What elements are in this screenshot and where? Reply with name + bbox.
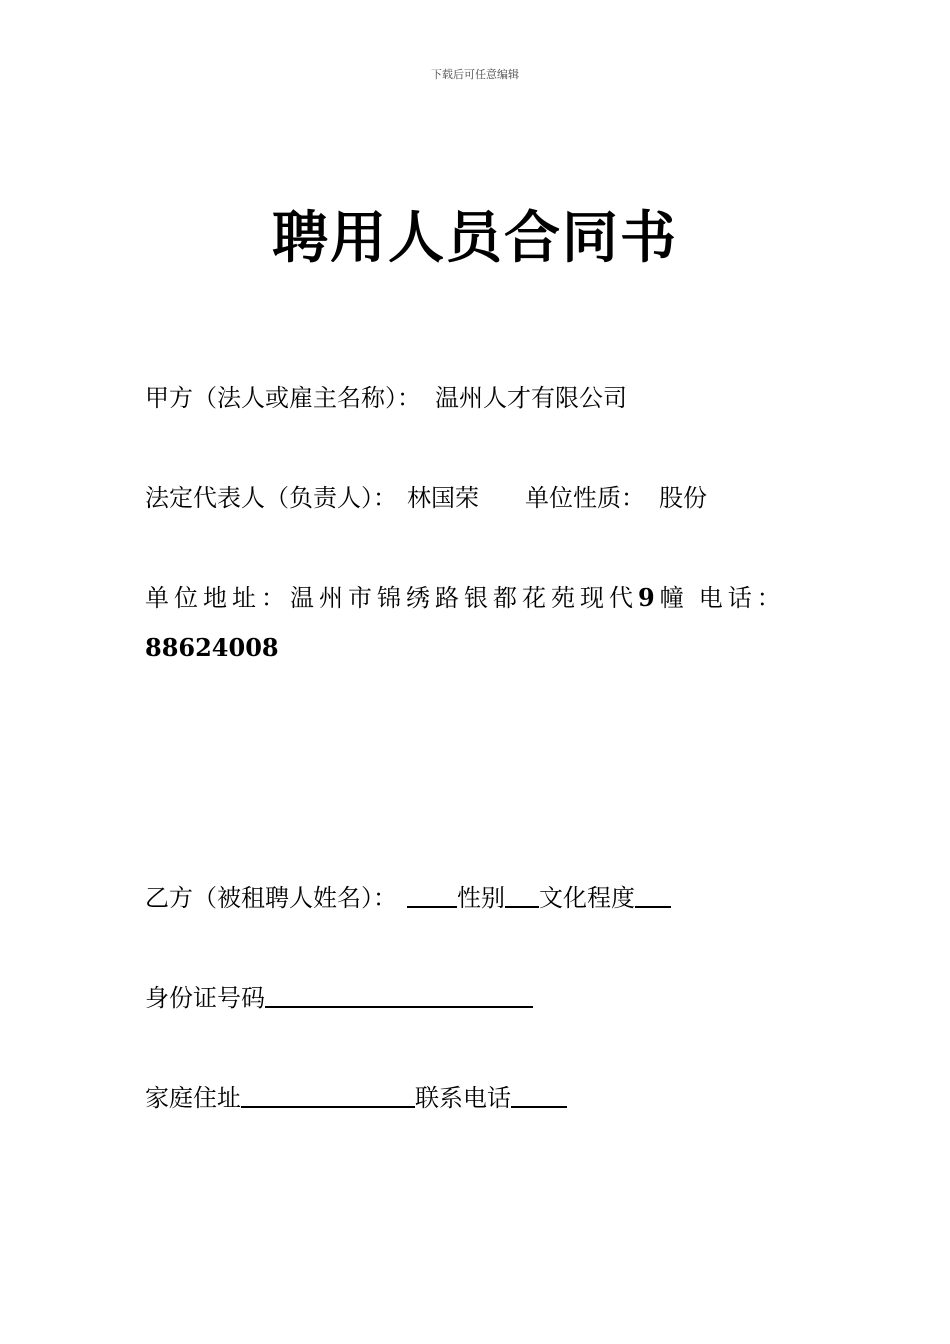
party-b-name-label: 乙方（被租聘人姓名）： bbox=[145, 884, 397, 912]
party-a-name-row bbox=[145, 382, 627, 414]
phone-label: 电话： bbox=[698, 584, 786, 612]
address-suffix: 幢 bbox=[659, 584, 689, 612]
address-label: 单位地址： bbox=[145, 584, 290, 612]
party-b-row bbox=[145, 882, 671, 914]
id-number-row bbox=[145, 982, 533, 1014]
id-number-blank[interactable] bbox=[265, 982, 533, 1008]
address-number: 9 bbox=[638, 583, 660, 612]
address-row bbox=[145, 582, 786, 614]
party-b-name-blank[interactable] bbox=[407, 882, 457, 908]
unit-nature-label: 单位性质： bbox=[525, 484, 645, 512]
legal-representative-row bbox=[145, 482, 707, 514]
id-number-label: 身份证号码 bbox=[145, 984, 265, 1012]
address-value: 温州市锦绣路银都花苑现代 bbox=[290, 584, 638, 612]
unit-nature-value: 股份 bbox=[659, 484, 707, 512]
document-title: 聘用人员合同书 bbox=[272, 205, 678, 271]
party-a-name-label: 甲方（法人或雇主名称）： bbox=[145, 384, 421, 412]
education-blank[interactable] bbox=[635, 882, 671, 908]
home-address-label: 家庭住址 bbox=[145, 1084, 241, 1112]
representative-value: 林国荣 bbox=[407, 484, 479, 512]
phone-value: 88624008 bbox=[145, 633, 279, 662]
gender-label: 性别 bbox=[457, 884, 505, 912]
party-a-name-value: 温州人才有限公司 bbox=[435, 384, 627, 412]
education-label: 文化程度 bbox=[539, 884, 635, 912]
contact-phone-blank[interactable] bbox=[511, 1082, 567, 1108]
header-note: 下载后可任意编辑 bbox=[431, 68, 519, 81]
home-address-blank[interactable] bbox=[241, 1082, 415, 1108]
representative-label: 法定代表人（负责人）： bbox=[145, 484, 397, 512]
gender-blank[interactable] bbox=[505, 882, 539, 908]
contact-phone-label: 联系电话 bbox=[415, 1084, 511, 1112]
home-address-row bbox=[145, 1082, 567, 1114]
